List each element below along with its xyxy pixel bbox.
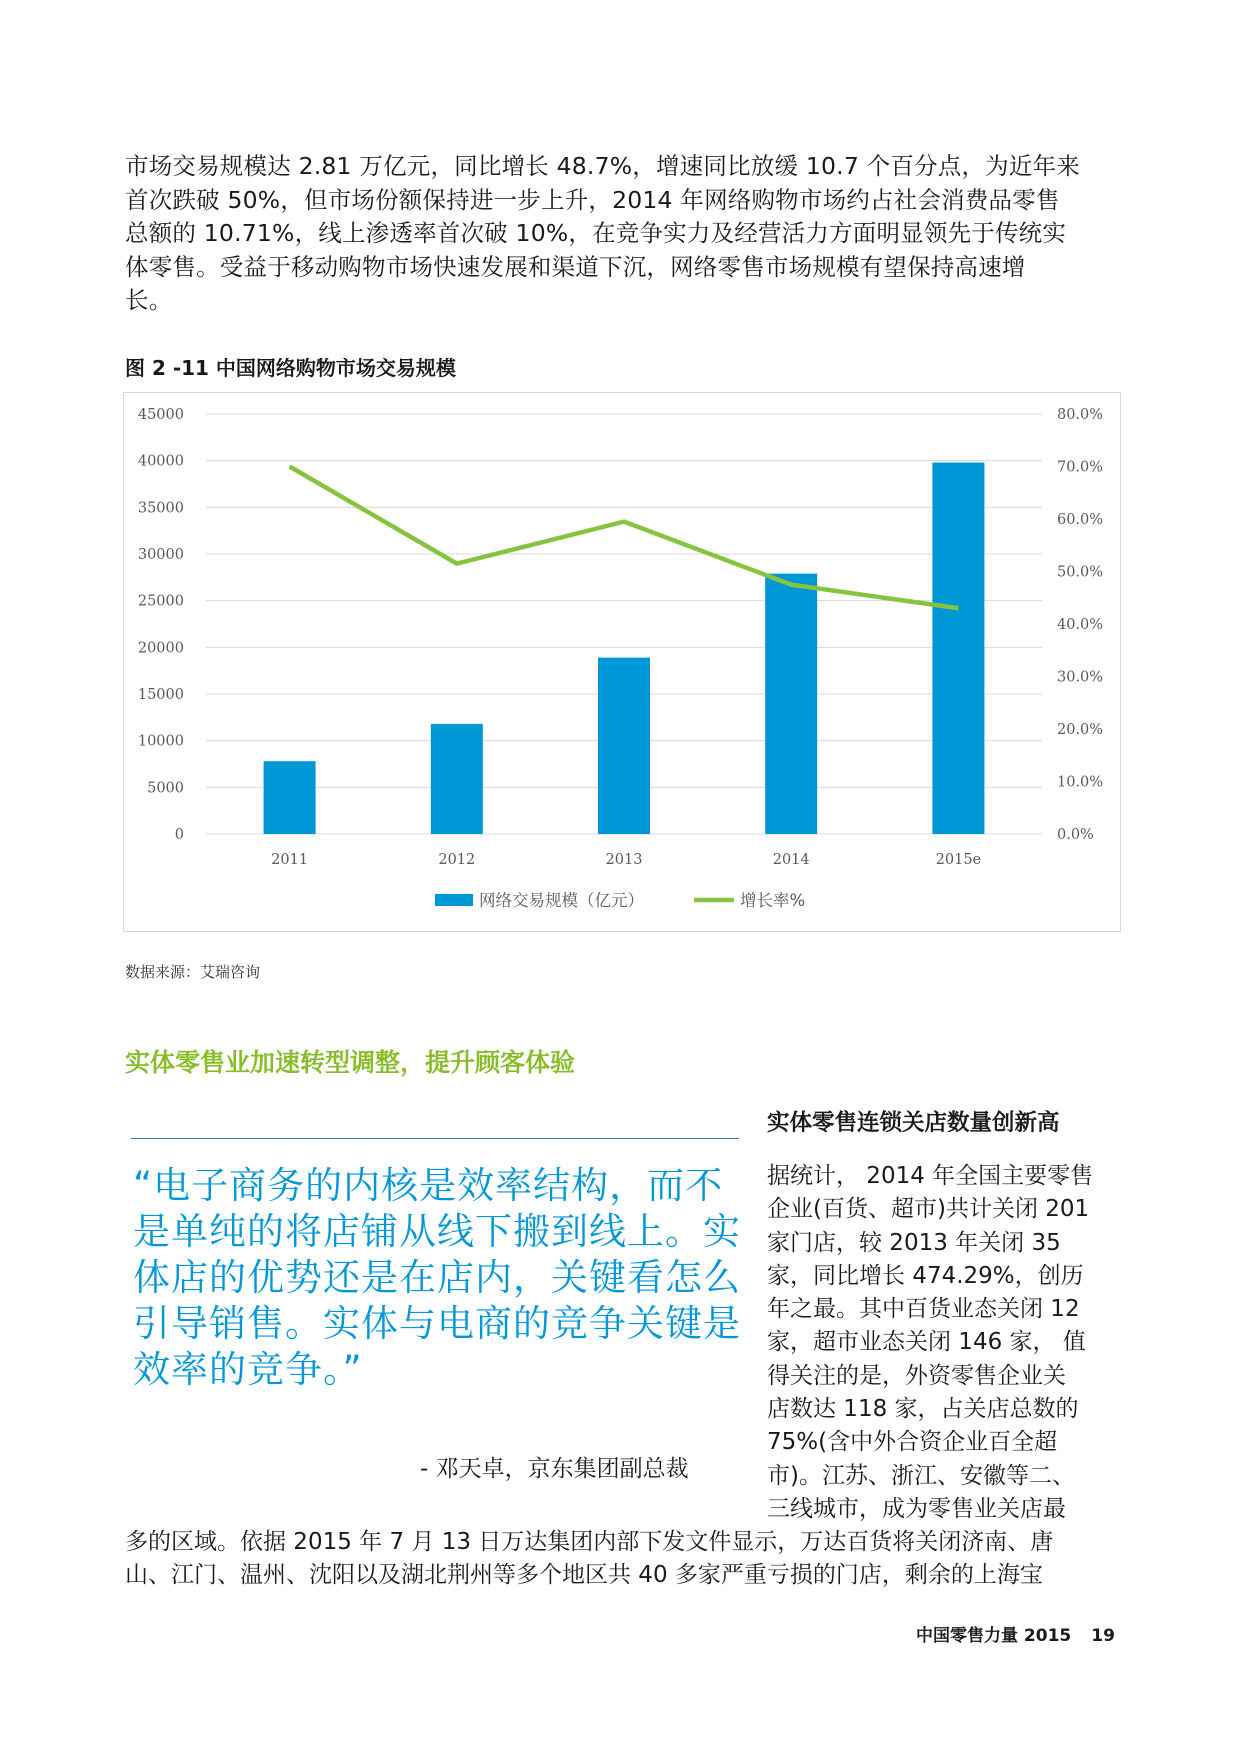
x-tick-label: 2011	[271, 852, 309, 868]
bar	[264, 761, 316, 834]
y-left-tick-label: 0	[174, 827, 184, 843]
y-right-tick-label: 30.0%	[1057, 669, 1104, 686]
quote-line: 引导销售。实体与电商的竞争关键是	[133, 1302, 741, 1345]
x-tick-label: 2015e	[935, 852, 982, 868]
y-left-tick-label: 15000	[137, 687, 184, 703]
legend-swatch-bar	[435, 894, 473, 906]
sidebar-line: 年之最。其中百货业态关闭 12	[767, 1296, 1080, 1323]
y-left-tick-label: 30000	[137, 547, 184, 563]
sidebar-line: 家门店，较 2013 年关闭 35	[767, 1229, 1061, 1256]
sidebar-heading: 实体零售连锁关店数量创新高	[767, 1110, 1060, 1136]
footer-title: 中国零售力量 2015	[916, 1626, 1072, 1646]
quote-line: “电子商务的内核是效率结构，而不	[133, 1164, 724, 1207]
sidebar-line: 得关注的是，外资零售企业关	[767, 1362, 1066, 1389]
intro-paragraph	[125, 150, 1115, 318]
intro-line: 首次跌破 50%，但市场份额保持进一步上升，2014 年网络购物市场约占社会消费品零售	[125, 185, 1060, 214]
y-right-tick-label: 80.0%	[1057, 407, 1104, 423]
legend-label: 增长率%	[740, 891, 806, 910]
y-left-tick-label: 10000	[137, 733, 184, 750]
y-right-tick-label: 20.0%	[1057, 722, 1104, 738]
section-title: 实体零售业加速转型调整，提升顾客体验	[125, 1048, 576, 1077]
sidebar-line: 企业(百货、超市)共计关闭 201	[767, 1196, 1090, 1223]
y-left-tick-label: 20000	[137, 640, 184, 657]
y-right-tick-label: 70.0%	[1057, 459, 1104, 476]
y-left-tick-label: 35000	[137, 500, 184, 517]
y-right-tick-label: 40.0%	[1057, 617, 1104, 633]
sidebar-line: 据统计， 2014 年全国主要零售	[767, 1163, 1094, 1189]
intro-line: 总额的 10.71%，线上渗透率首次破 10%，在竞争实力及经营活力方面明显领先于传统实	[125, 219, 1067, 247]
sidebar-line: 三线城市，成为零售业关店最	[767, 1495, 1066, 1522]
intro-line: 市场交易规模达 2.81 万亿元，同比增长 48.7%，增速同比放缓 10.7 个百分点，为近年来	[125, 152, 1080, 180]
sidebar-line: 家，超市业态关闭 146 家， 值	[767, 1329, 1086, 1356]
growth-line	[290, 467, 959, 609]
bar	[932, 463, 984, 834]
x-tick-label: 2013	[605, 852, 643, 868]
sidebar-line: 市)。江苏、浙江、安徽等二、	[767, 1462, 1075, 1489]
x-tick-label: 2014	[772, 852, 810, 868]
chart-frame	[123, 392, 1121, 932]
bar	[765, 574, 817, 834]
y-left-tick-label: 5000	[147, 780, 184, 797]
x-tick-label: 2012	[438, 852, 476, 868]
y-right-tick-label: 50.0%	[1057, 564, 1104, 581]
y-left-tick-label: 45000	[137, 407, 184, 423]
quote-line: 是单纯的将店铺从线下搬到线上。实	[133, 1210, 741, 1253]
page-number: 19	[1091, 1626, 1115, 1646]
figure-source: 数据来源：艾瑞咨询	[125, 963, 261, 981]
legend-label: 网络交易规模（亿元）	[479, 891, 644, 910]
intro-line: 体零售。受益于移动购物市场快速发展和渠道下沉，网络零售市场规模有望保持高速增	[125, 252, 1026, 281]
pull-quote	[133, 1163, 743, 1393]
bar	[598, 658, 650, 834]
bottom-line: 多的区域。依据 2015 年 7 月 13 日万达集团内部下发文件显示，万达百货将关闭济南、唐	[125, 1529, 1054, 1555]
sidebar-line: 家，同比增长 474.29%，创历	[767, 1262, 1084, 1289]
intro-line: 长。	[125, 286, 173, 314]
sidebar-line: 店数达 118 家，占关店总数的	[767, 1396, 1079, 1423]
y-left-tick-label: 40000	[137, 453, 184, 470]
y-left-tick-label: 25000	[137, 593, 184, 610]
combo-chart	[124, 393, 1120, 931]
sidebar-line: 75%(含中外合资企业百全超	[767, 1429, 1058, 1456]
page-footer	[916, 1621, 1115, 1646]
quote-line: 效率的竞争。”	[133, 1348, 363, 1391]
quote-divider	[131, 1138, 739, 1139]
bar	[431, 724, 483, 834]
y-right-tick-label: 60.0%	[1057, 512, 1104, 528]
figure-title: 图 2 -11 中国网络购物市场交易规模	[125, 356, 456, 380]
quote-author: - 邓天卓，京东集团副总裁	[420, 1456, 689, 1482]
quote-line: 体店的优势还是在店内，关键看怎么	[133, 1256, 741, 1299]
bottom-line: 山、江门、温州、沈阳以及湖北荆州等多个地区共 40 多家严重亏损的门店，剩余的上海宝	[125, 1562, 1043, 1589]
y-right-tick-label: 10.0%	[1057, 774, 1104, 791]
bottom-paragraph	[125, 1526, 1125, 1593]
y-right-tick-label: 0.0%	[1057, 827, 1094, 843]
sidebar-body	[767, 1160, 1127, 1526]
